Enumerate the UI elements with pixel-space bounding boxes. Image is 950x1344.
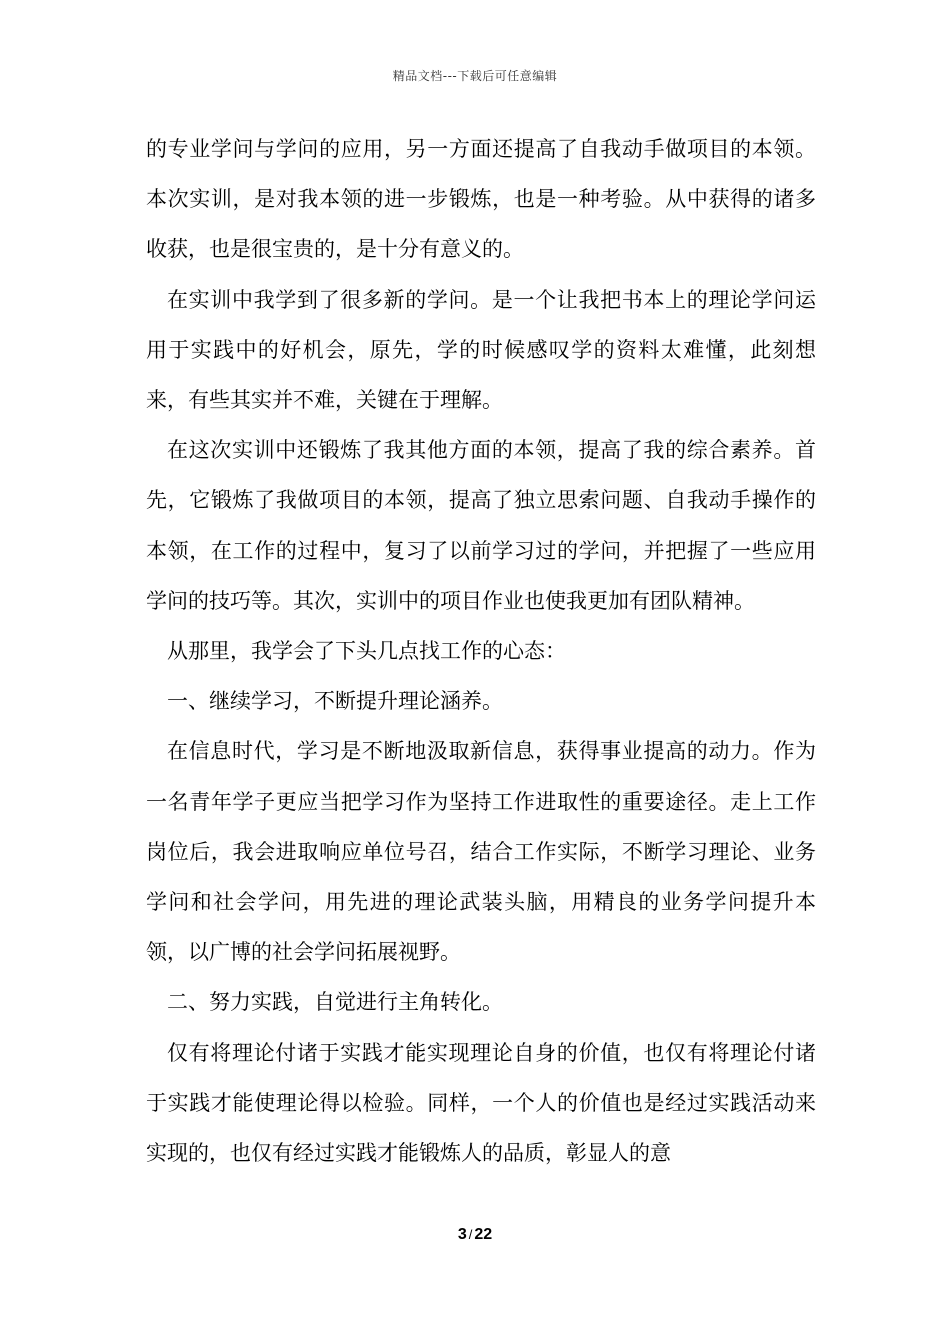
page-separator: / [468, 1227, 473, 1242]
paragraph: 在实训中我学到了很多新的学问。是一个让我把书本上的理论学问运用于实践中的好机会，原先，学的时候感叹学的资料太难懂，此刻想来，有些其实并不难，关键在于理解。 [146, 287, 816, 413]
document-body [146, 124, 816, 1178]
section-heading: 二、努力实践，自觉进行主角转化。 [167, 990, 503, 1015]
paragraph: 从那里，我学会了下头几点找工作的心态： [167, 639, 566, 664]
paragraph: 仅有将理论付诸于实践才能实现理论自身的价值，也仅有将理论付诸于实践才能使理论得以检验。同样，一个人的价值也是经过实践活动来实现的，也仅有经过实践才能锻炼人的品质，彰显人的意 [146, 1040, 816, 1166]
current-page: 3 [457, 1226, 467, 1243]
section-heading: 一、继续学习，不断提升理论涵养。 [167, 689, 503, 714]
paragraph: 在这次实训中还锻炼了我其他方面的本领，提高了我的综合素养。首先，它锻炼了我做项目的本领，提高了独立思索问题、自我动手操作的本领，在工作的过程中，复习了以前学习过的学问，并把握了一些应用学问的技巧等。其次，实训中的项目作业也使我更加有团队精神。 [146, 438, 816, 613]
paragraph: 的专业学问与学问的应用，另一方面还提高了自我动手做项目的本领。本次实训，是对我本领的进一步锻炼，也是一种考验。从中获得的诸多收获，也是很宝贵的，是十分有意义的。 [146, 137, 816, 262]
page-number [0, 1226, 950, 1244]
paragraph: 在信息时代，学习是不断地汲取新信息，获得事业提高的动力。作为一名青年学子更应当把学习作为坚持工作进取性的重要途径。走上工作岗位后，我会进取响应单位号召，结合工作实际，不断学习理论、业务学问和社会学问，用先进的理论武装头脑，用精良的业务学问提升本领，以广博的社会学问拓展视野。 [146, 739, 816, 965]
page-header: 精品文档---下载后可任意编辑 [392, 69, 558, 83]
total-pages: 22 [474, 1226, 493, 1243]
